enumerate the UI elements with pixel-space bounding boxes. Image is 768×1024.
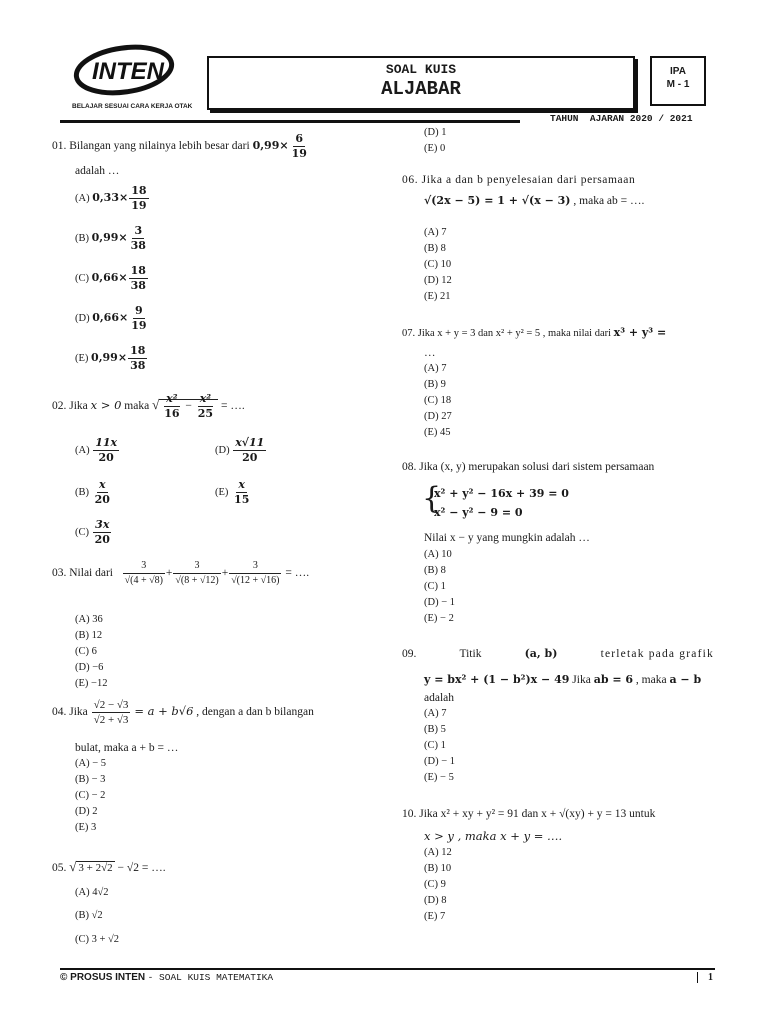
q01-coef: 0,99× (252, 139, 289, 153)
q04-option-e: (E) 3 (75, 822, 97, 833)
page-title: ALJABAR (381, 78, 461, 100)
q06-option-a: (A) 7 (424, 227, 447, 238)
q02-option-a: (A) $\frac{11x}{20}$ (75, 436, 118, 464)
q06-options (424, 225, 452, 305)
q01-option-c: (C) 0,66× $\frac{18}{38}$ (75, 264, 146, 292)
question-08: 08. Jika (x, y) merupakan solusi dari sistem persamaan (402, 461, 655, 473)
q04-line2: bulat, maka a + b = … (75, 742, 179, 754)
question-04: 04. Jika $\frac{√2 - √3}{√2 + √3}$ = a + b√6 , dengan a dan b bilangan (52, 699, 314, 726)
q08-option-a: (A) 10 (424, 549, 452, 560)
logo-tagline: BELAJAR SESUAI CARA KERJA OTAK (72, 103, 193, 110)
q08-system-brace: { (422, 481, 442, 516)
q06-option-b: (B) 8 (424, 243, 446, 254)
q09-option-b: (B) 5 (424, 724, 446, 735)
q08-option-b: (B) 8 (424, 565, 446, 576)
question-09: 09. Titik (a, b) terletak pada grafik (402, 647, 714, 660)
question-07: 07. Jika x + y = 3 dan x² + y² = 5 , maka nilai dari x³ + y³ = (402, 326, 667, 339)
q09-equation: y = bx² + (1 − b²)x − 49 Jika ab = 6 , maka a − b (424, 673, 702, 686)
q05-option-c: (C) 3 + √2 (75, 934, 120, 945)
q04-option-b: (B) − 3 (75, 774, 106, 785)
q09-option-c: (C) 1 (424, 740, 446, 751)
class-badge (650, 56, 706, 106)
q03-option-c: (C) 6 (75, 646, 97, 657)
q05-option-a: (A) 4√2 (75, 887, 109, 898)
q09-option-e: (E) − 5 (424, 772, 454, 783)
q10-option-a: (A) 12 (424, 847, 452, 858)
footer-rule (60, 968, 715, 970)
q04-options (75, 756, 106, 836)
q01-suffix: adalah … (75, 165, 120, 177)
q09-line3: adalah (424, 692, 455, 704)
q06-equation: √(2x − 5) = 1 + √(x − 3) , maka ab = …. (424, 194, 645, 207)
q07-option-a: (A) 7 (424, 363, 447, 374)
q01-text: 01. Bilangan yang nilainya lebih besar dari (52, 140, 250, 153)
footer-brand: © PROSUS INTEN (60, 972, 146, 983)
q10-option-b: (B) 10 (424, 863, 452, 874)
q10-option-d: (D) 8 (424, 895, 447, 906)
q05-option-b: (B) √2 (75, 910, 103, 921)
q08-option-e: (E) − 2 (424, 613, 454, 624)
q03-option-e: (E) −12 (75, 678, 108, 689)
question-02: 02. Jika x > 0 maka √ $\frac{\text{x²}}{16}$ − $\frac{\text{x²}}{25}$ = …. (52, 392, 245, 420)
q08-option-c: (C) 1 (424, 581, 446, 592)
q07-option-b: (B) 9 (424, 379, 446, 390)
header-rule (60, 120, 520, 123)
q06-option-c: (C) 10 (424, 259, 452, 270)
q07-option-e: (E) 45 (424, 427, 451, 438)
q08-options (424, 547, 455, 627)
q03-option-d: (D) −6 (75, 662, 104, 673)
q08-eq1: x² + y² − 16x + 39 = 0 (434, 487, 569, 500)
page-number: 1 (697, 972, 713, 983)
q03-option-a: (A) 36 (75, 614, 103, 625)
q10-line2: x > y , maka x + y = …. (424, 829, 563, 843)
q04-option-a: (A) − 5 (75, 758, 106, 769)
q08-option-d: (D) − 1 (424, 597, 455, 608)
academic-year: TAHUN AJARAN 2020 / 2021 (550, 113, 693, 124)
inten-logo (72, 44, 193, 112)
q02-condition: x > 0 (90, 398, 122, 413)
q10-option-e: (E) 7 (424, 911, 446, 922)
footer (60, 972, 715, 988)
badge-line2: M - 1 (666, 79, 690, 90)
q02-option-c: (C) $\frac{3x}{20}$ (75, 518, 110, 546)
q10-option-c: (C) 9 (424, 879, 446, 890)
q07-option-d: (D) 27 (424, 411, 452, 422)
q01-option-e: (E) 0,99× $\frac{18}{38}$ (75, 344, 146, 372)
q09-options (424, 706, 455, 786)
q09-option-d: (D) − 1 (424, 756, 455, 767)
q04-option-c: (C) − 2 (75, 790, 106, 801)
q01-option-a: (A) 0,33× $\frac{18}{19}$ (75, 184, 147, 212)
q09-option-a: (A) 7 (424, 708, 447, 719)
q02-radical: $\frac{\text{x²}}{16}$ − $\frac{\text{x²}}{25}$ (159, 399, 218, 412)
q01-option-b: (B) 0,99× $\frac{3}{38}$ (75, 224, 146, 252)
question-05: 05. √ 3 + 2√2 − √2 = …. (52, 859, 166, 874)
question-10: 10. Jika x² + xy + y² = 91 dan x + √(xy) + y = 13 untuk (402, 808, 656, 820)
q07-line2: … (424, 347, 436, 359)
q01-option-d: (D) 0,66× $\frac{9}{19}$ (75, 304, 147, 332)
logo-ellipse-icon (72, 44, 182, 96)
q03-option-b: (B) 12 (75, 630, 103, 641)
badge-line1: IPA (670, 66, 686, 77)
q08-line2: Nilai x − y yang mungkin adalah … (424, 532, 590, 544)
q07-options (424, 361, 452, 441)
q06-option-e: (E) 21 (424, 291, 451, 302)
question-06: 06. Jika a dan b penyelesaian dari persamaan (402, 174, 636, 186)
q02-option-b: (B) $\frac{x}{20}$ (75, 478, 110, 506)
q01-fraction: $\frac{6}{19}$ (291, 132, 307, 160)
q07-option-c: (C) 18 (424, 395, 452, 406)
q04-option-d: (D) 2 (75, 806, 98, 817)
question-01 (52, 132, 372, 161)
q02-option-e: (E) $\frac{x}{15}$ (215, 478, 250, 506)
subtitle: SOAL KUIS (385, 62, 457, 77)
q10-options (424, 845, 452, 925)
q08-eq2: x² − y² − 9 = 0 (434, 506, 523, 519)
q05-option-d: (D) 1 (424, 127, 447, 138)
title-box (207, 56, 635, 110)
q02-option-d: (D) $\frac{x√11}{20}$ (215, 436, 265, 464)
logo-text: INTEN (92, 58, 164, 85)
q05-option-e: (E) 0 (424, 143, 446, 154)
q03-options (75, 612, 107, 692)
footer-text: - SOAL KUIS MATEMATIKA (147, 972, 274, 983)
q06-option-d: (D) 12 (424, 275, 452, 286)
question-03: 03. Nilai dari $\frac{3}{√(4 + √8)}$ + $\frac{3}{√(8 + √12)}$ + $\frac{3}{√(12 + √16)}$ = …. (52, 560, 310, 586)
